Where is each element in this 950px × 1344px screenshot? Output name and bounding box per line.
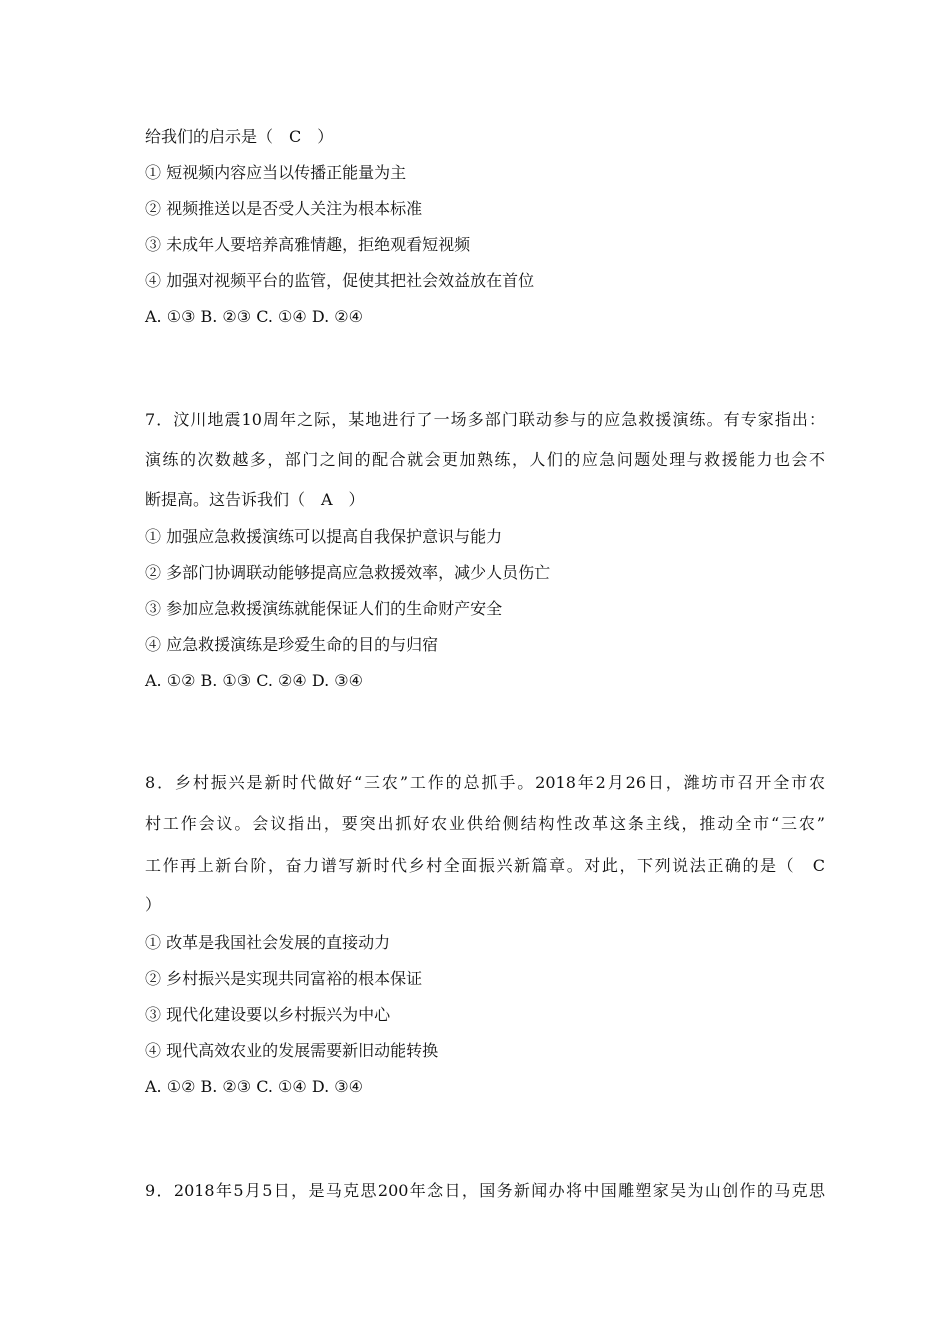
q8-stem-line-1: 8．乡村振兴是新时代做好“三农”工作的总抓手。2018年2月26日，潍坊市召开全市农: [145, 773, 825, 792]
q7-stem-line-1: 7．汶川地震10周年之际，某地进行了一场多部门联动参与的应急救援演练。有专家指出：: [145, 410, 825, 429]
q8-stem-line-2: 村工作会议。会议指出，要突出抓好农业供给侧结构性改革这条主线，推动全市“三农”: [145, 814, 825, 833]
q9-stem-line-1: 9．2018年5月5日，是马克思200年念日，国务新闻办将中国雕塑家吴为山创作的马克思: [145, 1181, 825, 1200]
q8-option-4: ④ 现代高效农业的发展需要新旧动能转换: [145, 1041, 439, 1060]
q6-option-1: ① 短视频内容应当以传播正能量为主: [145, 163, 407, 182]
q6-option-4: ④ 加强对视频平台的监管，促使其把社会效益放在首位: [145, 271, 535, 290]
q6-choices: A. ①③ B. ②③ C. ①④ D. ②④: [145, 307, 363, 326]
q8-stem-line-3: 工作再上新台阶，奋力谱写新时代乡村全面振兴新篇章。对此，下列说法正确的是（ C: [145, 856, 825, 875]
q8-option-1: ① 改革是我国社会发展的直接动力: [145, 933, 391, 952]
q6-option-3: ③ 未成年人要培养高雅情趣，拒绝观看短视频: [145, 235, 471, 254]
q7-option-1: ① 加强应急救援演练可以提高自我保护意识与能力: [145, 527, 503, 546]
q7-stem-line-3: 断提高。这告诉我们（ A ）: [145, 490, 365, 509]
q8-choices: A. ①② B. ②③ C. ①④ D. ③④: [145, 1077, 363, 1096]
q8-stem-line-4: ）: [145, 895, 162, 914]
q7-option-2: ② 多部门协调联动能够提高应急救援效率，减少人员伤亡: [145, 563, 551, 582]
q6-option-2: ② 视频推送以是否受人关注为根本标准: [145, 199, 423, 218]
q7-choices: A. ①② B. ①③ C. ②④ D. ③④: [145, 671, 363, 690]
q6-stem-end: 给我们的启示是（ C ）: [145, 127, 334, 146]
q8-option-3: ③ 现代化建设要以乡村振兴为中心: [145, 1005, 391, 1024]
q7-option-3: ③ 参加应急救援演练就能保证人们的生命财产安全: [145, 599, 503, 618]
q7-stem-line-2: 演练的次数越多，部门之间的配合就会更加熟练，人们的应急问题处理与救援能力也会不: [145, 450, 825, 469]
q8-option-2: ② 乡村振兴是实现共同富裕的根本保证: [145, 969, 423, 988]
q7-option-4: ④ 应急救援演练是珍爱生命的目的与归宿: [145, 635, 439, 654]
